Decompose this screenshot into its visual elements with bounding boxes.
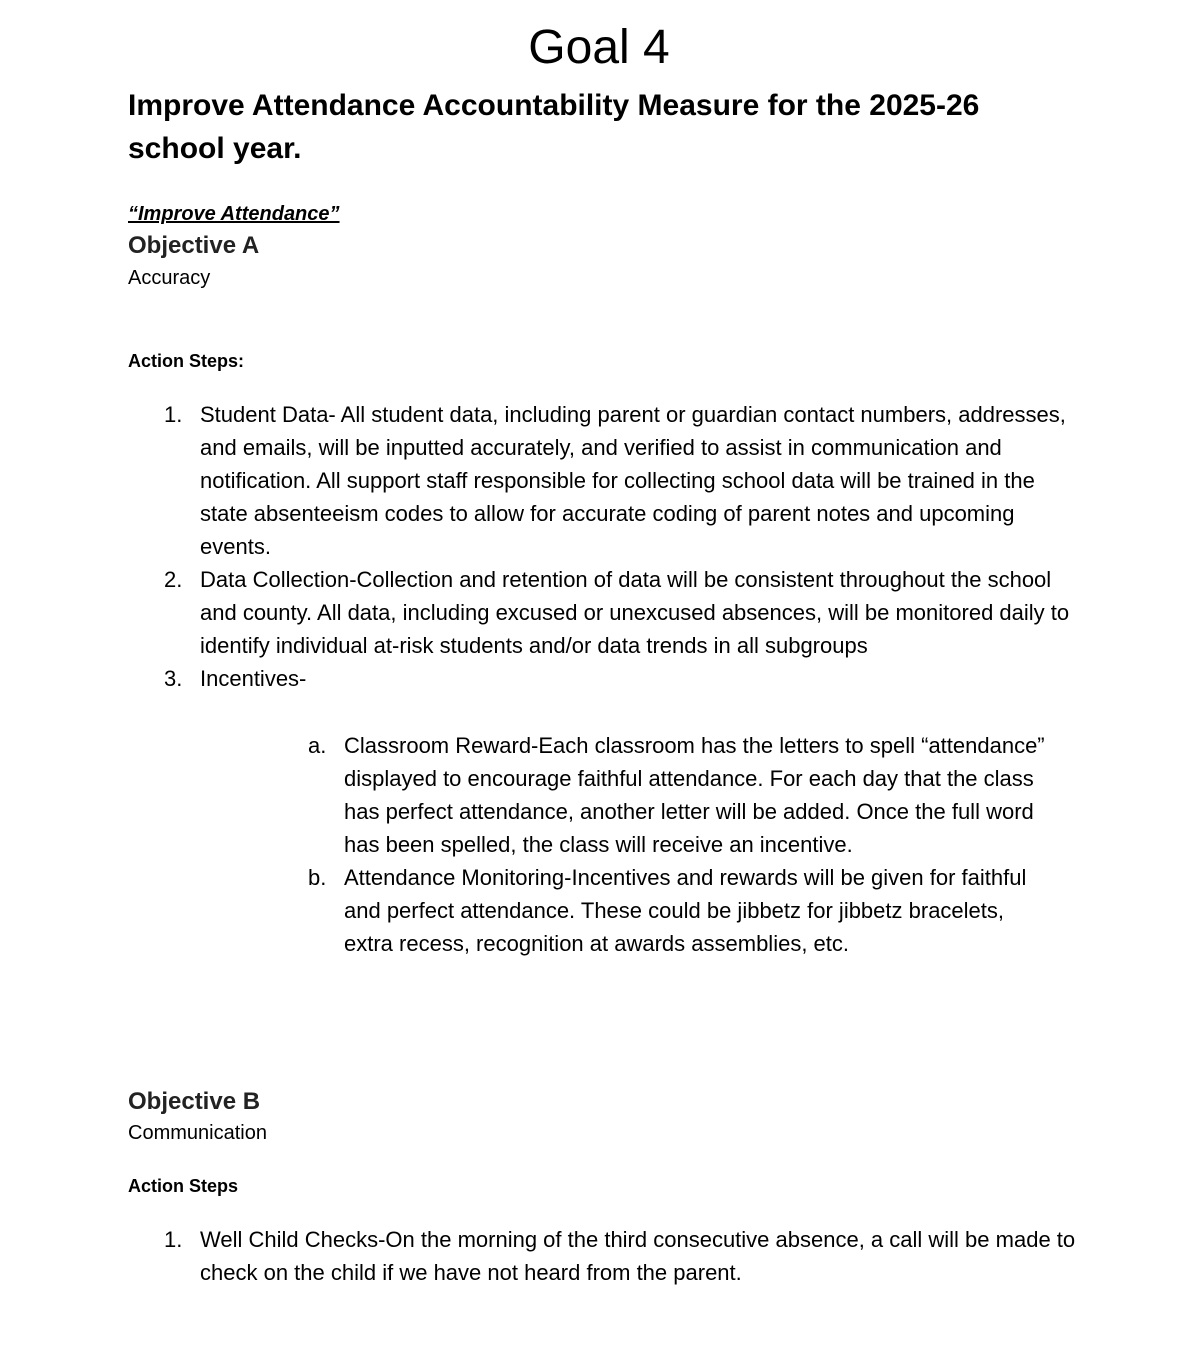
substep-letter: a. — [308, 733, 327, 758]
step-text: Student Data- All student data, including parent or guardian contact numbers, addresses, and emails, will be inputted accurately, and verified to assist in communication and notification. All support staff responsible for collecting school data will be trained in the state absenteeism codes to allow for accurate coding of parent notes and upcoming events. — [200, 402, 1066, 559]
step-text: Incentives- — [200, 666, 307, 691]
step-text: Data Collection-Collection and retention of data will be consistent throughout the school and county. All data, including excused or unexcused absences, will be monitored daily to identify individual at-risk students and/or data trends in all subgroups — [200, 567, 1070, 658]
goal-title: Goal 4 — [528, 21, 670, 74]
substep-text: Attendance Monitoring-Incentives and rewards will be given for faithful and perfect attendance. These could be jibbetz for jibbetz bracelets, extra recess, recognition at awards assemblies, etc. — [344, 865, 1027, 956]
tagline: “Improve Attendance” — [128, 203, 340, 225]
objective-a-action-label: Action Steps: — [128, 351, 245, 371]
list-item — [272, 729, 1054, 861]
objective-a-steps — [128, 398, 1088, 695]
list-item — [128, 1223, 1088, 1289]
objective-a-subtitle: Accuracy — [128, 267, 211, 289]
substep-text: Classroom Reward-Each classroom has the letters to spell “attendance” displayed to encourage faithful attendance. For each day that the class has perfect attendance, another letter will be added. Once the full word has been spelled, the class will receive an incentive. — [344, 733, 1045, 857]
step-text: Well Child Checks-On the morning of the third consecutive absence, a call will be made to check on the child if we have not heard from the parent. — [200, 1227, 1076, 1285]
goal-statement: Improve Attendance Accountability Measure for the 2025-26 school year. — [128, 89, 980, 165]
objective-b-subtitle: Communication — [128, 1122, 267, 1144]
incentives-substeps — [128, 729, 1128, 960]
objective-b-steps — [128, 1223, 1088, 1289]
list-item — [128, 563, 1088, 662]
step-number: 1. — [164, 402, 183, 427]
list-item — [272, 861, 1054, 960]
substep-letter: b. — [308, 865, 327, 890]
step-number: 1. — [164, 1227, 183, 1252]
list-item — [128, 398, 1088, 563]
step-number: 2. — [164, 567, 183, 592]
step-number: 3. — [164, 666, 183, 691]
objective-a-heading: Objective A — [128, 232, 260, 259]
objective-b-action-label: Action Steps — [128, 1176, 239, 1196]
list-item — [128, 662, 1088, 695]
objective-b-heading: Objective B — [128, 1088, 261, 1115]
